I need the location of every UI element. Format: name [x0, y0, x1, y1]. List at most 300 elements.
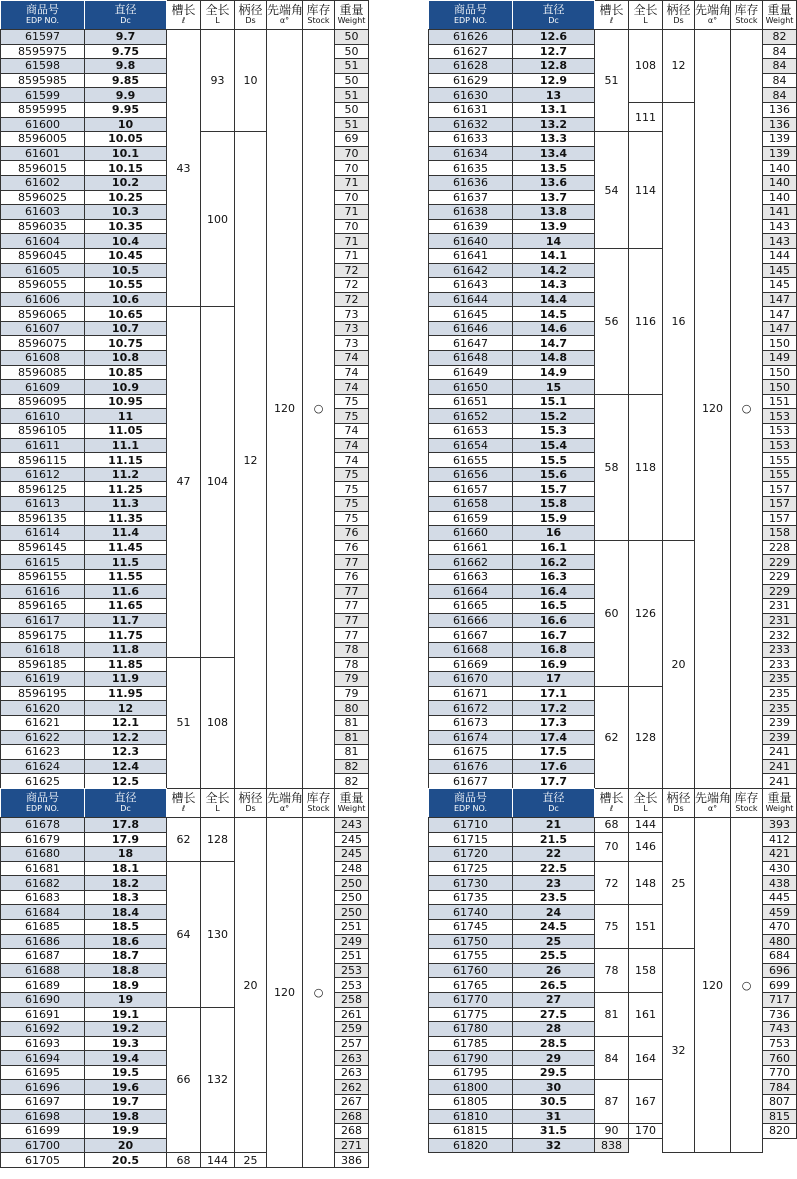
diameter: 10.1	[85, 146, 167, 161]
header-label: 重量	[767, 3, 792, 17]
header-stock	[303, 1, 335, 30]
diameter: 15.7	[513, 482, 595, 497]
weight: 77	[335, 613, 369, 628]
edp-number: 8595975	[1, 44, 85, 59]
edp-number: 61599	[1, 88, 85, 103]
edp-number: 61660	[429, 526, 513, 541]
diameter: 19.6	[85, 1080, 167, 1095]
weight: 412	[763, 832, 797, 847]
diameter: 17.6	[513, 759, 595, 774]
weight: 250	[335, 890, 369, 905]
diameter: 19.3	[85, 1036, 167, 1051]
weight: 231	[763, 599, 797, 614]
header-row	[1, 1, 369, 30]
weight: 50	[335, 30, 369, 45]
diameter: 10.35	[85, 219, 167, 234]
edp-number: 8596085	[1, 365, 85, 380]
header-sub: EDP NO.	[25, 16, 60, 25]
edp-number: 61648	[429, 351, 513, 366]
diameter: 30.5	[513, 1094, 595, 1109]
header-label: 商品号	[454, 791, 487, 804]
total-length: 108	[201, 657, 235, 788]
edp-number: 8596135	[1, 511, 85, 526]
diameter: 14	[513, 234, 595, 249]
edp-number: 61765	[429, 978, 513, 993]
header-stock	[731, 1, 763, 30]
weight: 71	[335, 205, 369, 220]
weight: 151	[763, 394, 797, 409]
edp-number: 61655	[429, 453, 513, 468]
weight: 136	[763, 117, 797, 132]
edp-number: 61689	[1, 978, 85, 993]
diameter: 10.75	[85, 336, 167, 351]
diameter: 21.5	[513, 832, 595, 847]
edp-number: 61641	[429, 248, 513, 263]
header-sub: α°	[279, 16, 290, 25]
header-label: 商品号	[26, 3, 59, 16]
weight: 82	[763, 30, 797, 45]
diameter: 19.1	[85, 1007, 167, 1022]
diameter: 18.4	[85, 905, 167, 920]
edp-number: 61659	[429, 511, 513, 526]
header-weight	[763, 1, 797, 30]
diameter: 11.8	[85, 642, 167, 657]
edp-number: 61635	[429, 161, 513, 176]
weight: 51	[335, 88, 369, 103]
edp-number: 61617	[1, 613, 85, 628]
edp-number: 61676	[429, 759, 513, 774]
header-label: 商品号	[454, 3, 487, 16]
diameter: 18.1	[85, 861, 167, 876]
edp-number: 61678	[1, 818, 85, 833]
edp-number: 61661	[429, 540, 513, 555]
edp-number: 61770	[429, 992, 513, 1007]
diameter: 11.85	[85, 657, 167, 672]
edp-number: 61671	[429, 686, 513, 701]
flute-length: 62	[167, 818, 201, 862]
edp-number: 61665	[429, 599, 513, 614]
weight: 143	[763, 219, 797, 234]
header-sub: ℓ	[609, 804, 614, 813]
weight: 75	[335, 409, 369, 424]
weight: 51	[335, 117, 369, 132]
weight: 150	[763, 380, 797, 395]
stock-mark: ○	[303, 30, 335, 789]
header-sub: Ds	[673, 16, 684, 25]
header-sub: Weight	[765, 16, 794, 25]
header-label: 柄径	[666, 791, 691, 805]
flute-length: 64	[167, 861, 201, 1007]
weight: 79	[335, 672, 369, 687]
total-length: 111	[629, 102, 663, 131]
header-sub: Weight	[337, 804, 366, 813]
weight: 261	[335, 1007, 369, 1022]
weight: 74	[335, 424, 369, 439]
flute-length: 68	[595, 818, 629, 833]
weight: 760	[763, 1051, 797, 1066]
weight: 72	[335, 278, 369, 293]
header-sub: Dc	[548, 804, 559, 813]
total-length: 167	[629, 1080, 663, 1124]
diameter: 12.2	[85, 730, 167, 745]
edp-number: 61669	[429, 657, 513, 672]
weight: 784	[763, 1080, 797, 1095]
header-shank	[235, 1, 267, 30]
total-length: 130	[201, 861, 235, 1007]
header-label: 全长	[205, 791, 230, 805]
weight: 459	[763, 905, 797, 920]
weight: 153	[763, 424, 797, 439]
weight: 73	[335, 321, 369, 336]
spec-table	[0, 788, 369, 1168]
diameter: 10.15	[85, 161, 167, 176]
edp-number: 61750	[429, 934, 513, 949]
weight: 74	[335, 438, 369, 453]
edp-number: 8596145	[1, 540, 85, 555]
weight: 139	[763, 146, 797, 161]
header-sub: Ds	[245, 804, 256, 813]
header-row	[429, 789, 797, 818]
diameter: 10.5	[85, 263, 167, 278]
weight: 140	[763, 190, 797, 205]
weight: 50	[335, 102, 369, 117]
edp-number: 61610	[1, 409, 85, 424]
diameter: 12	[85, 701, 167, 716]
edp-number: 61624	[1, 759, 85, 774]
diameter: 18.2	[85, 876, 167, 891]
weight: 262	[335, 1080, 369, 1095]
edp-number: 8596165	[1, 599, 85, 614]
header-sub: α°	[707, 804, 718, 813]
edp-number: 61692	[1, 1022, 85, 1037]
header-label: 库存	[306, 3, 331, 17]
weight: 76	[335, 540, 369, 555]
header-shank	[663, 1, 695, 30]
diameter: 27.5	[513, 1007, 595, 1022]
edp-number: 61685	[1, 920, 85, 935]
diameter: 18.9	[85, 978, 167, 993]
weight: 235	[763, 686, 797, 701]
weight: 158	[763, 526, 797, 541]
weight: 76	[335, 526, 369, 541]
header-sub: Stock	[735, 804, 758, 813]
header-edp	[429, 789, 513, 818]
edp-number: 61622	[1, 730, 85, 745]
edp-number: 61684	[1, 905, 85, 920]
weight: 430	[763, 861, 797, 876]
header-weight	[335, 789, 369, 818]
edp-number: 61720	[429, 847, 513, 862]
edp-number: 61687	[1, 949, 85, 964]
diameter: 11.65	[85, 599, 167, 614]
edp-number: 61790	[429, 1051, 513, 1066]
diameter: 10.2	[85, 175, 167, 190]
diameter: 15.3	[513, 424, 595, 439]
weight: 145	[763, 263, 797, 278]
header-sub: Stock	[735, 16, 758, 25]
diameter: 32	[513, 1138, 595, 1153]
weight: 233	[763, 642, 797, 657]
weight: 150	[763, 365, 797, 380]
edp-number: 61682	[1, 876, 85, 891]
weight: 147	[763, 307, 797, 322]
diameter: 16.2	[513, 555, 595, 570]
weight: 267	[335, 1094, 369, 1109]
edp-number: 61699	[1, 1124, 85, 1139]
weight: 770	[763, 1065, 797, 1080]
header-angle	[695, 1, 731, 30]
total-length: 118	[629, 394, 663, 540]
diameter: 11.7	[85, 613, 167, 628]
header-sub: ℓ	[181, 16, 186, 25]
weight: 147	[763, 292, 797, 307]
diameter: 27	[513, 992, 595, 1007]
edp-number: 61629	[429, 73, 513, 88]
edp-number: 8596065	[1, 307, 85, 322]
diameter: 19.4	[85, 1051, 167, 1066]
diameter: 10.85	[85, 365, 167, 380]
weight: 147	[763, 321, 797, 336]
diameter: 11.2	[85, 467, 167, 482]
diameter: 16.3	[513, 569, 595, 584]
edp-number: 61679	[1, 832, 85, 847]
weight: 245	[335, 832, 369, 847]
edp-number: 61688	[1, 963, 85, 978]
diameter: 29	[513, 1051, 595, 1066]
total-length: 126	[629, 540, 663, 686]
header-total	[629, 1, 663, 30]
diameter: 17.2	[513, 701, 595, 716]
weight: 72	[335, 263, 369, 278]
header-dc	[513, 1, 595, 30]
diameter: 18	[85, 847, 167, 862]
header-sub: EDP NO.	[453, 16, 488, 25]
diameter: 14.9	[513, 365, 595, 380]
diameter: 10.8	[85, 351, 167, 366]
header-sub: Ds	[673, 804, 684, 813]
weight: 235	[763, 701, 797, 716]
diameter: 10.55	[85, 278, 167, 293]
total-length: 161	[629, 992, 663, 1036]
weight: 820	[763, 1124, 797, 1139]
diameter: 11.95	[85, 686, 167, 701]
weight: 70	[335, 161, 369, 176]
diameter: 16.6	[513, 613, 595, 628]
diameter: 9.7	[85, 30, 167, 45]
weight: 81	[335, 730, 369, 745]
edp-number: 61795	[429, 1065, 513, 1080]
edp-number: 61651	[429, 394, 513, 409]
edp-number: 61620	[1, 701, 85, 716]
diameter: 13	[513, 88, 595, 103]
edp-number: 61775	[429, 1007, 513, 1022]
header-sub: EDP NO.	[453, 804, 488, 813]
diameter: 10.25	[85, 190, 167, 205]
total-length: 93	[201, 30, 235, 132]
edp-number: 61730	[429, 876, 513, 891]
diameter: 9.8	[85, 59, 167, 74]
header-total	[201, 789, 235, 818]
diameter: 16.4	[513, 584, 595, 599]
diameter: 10.4	[85, 234, 167, 249]
shank-diameter: 32	[663, 949, 695, 1153]
diameter: 19.7	[85, 1094, 167, 1109]
diameter: 28.5	[513, 1036, 595, 1051]
header-total	[201, 1, 235, 30]
weight: 268	[335, 1124, 369, 1139]
edp-number: 61656	[429, 467, 513, 482]
diameter: 10.7	[85, 321, 167, 336]
edp-number: 61631	[429, 102, 513, 117]
header-edp	[429, 1, 513, 30]
weight: 81	[335, 715, 369, 730]
weight: 239	[763, 715, 797, 730]
diameter: 12.8	[513, 59, 595, 74]
total-length: 164	[629, 1036, 663, 1080]
header-sub: Stock	[307, 804, 330, 813]
header-label: 先端角	[695, 3, 732, 17]
edp-number: 61642	[429, 263, 513, 278]
weight: 258	[335, 992, 369, 1007]
edp-number: 8596015	[1, 161, 85, 176]
edp-number: 61680	[1, 847, 85, 862]
diameter: 18.8	[85, 963, 167, 978]
weight: 84	[763, 44, 797, 59]
diameter: 14.3	[513, 278, 595, 293]
weight: 149	[763, 351, 797, 366]
diameter: 11.9	[85, 672, 167, 687]
edp-number: 61690	[1, 992, 85, 1007]
header-label: 柄径	[666, 3, 691, 17]
header-total	[629, 789, 663, 818]
weight: 480	[763, 934, 797, 949]
diameter: 14.8	[513, 351, 595, 366]
weight: 229	[763, 584, 797, 599]
diameter: 14.7	[513, 336, 595, 351]
edp-number: 61609	[1, 380, 85, 395]
stock-mark: ○	[731, 818, 763, 1153]
weight: 232	[763, 628, 797, 643]
diameter: 11.1	[85, 438, 167, 453]
total-length: 128	[201, 818, 235, 862]
weight: 241	[763, 759, 797, 774]
edp-number: 61820	[429, 1138, 513, 1153]
diameter: 11.15	[85, 453, 167, 468]
table-row	[429, 818, 797, 833]
edp-number: 61614	[1, 526, 85, 541]
header-edp	[1, 1, 85, 30]
diameter: 16.1	[513, 540, 595, 555]
shank-diameter: 10	[235, 30, 267, 132]
diameter: 24	[513, 905, 595, 920]
header-angle	[695, 789, 731, 818]
header-sub: α°	[279, 804, 290, 813]
edp-number: 61695	[1, 1065, 85, 1080]
diameter: 15.8	[513, 497, 595, 512]
diameter: 15.5	[513, 453, 595, 468]
edp-number: 8596125	[1, 482, 85, 497]
diameter: 17	[513, 672, 595, 687]
edp-number: 8596155	[1, 569, 85, 584]
weight: 235	[763, 672, 797, 687]
edp-number: 61662	[429, 555, 513, 570]
diameter: 21	[513, 818, 595, 833]
header-weight	[763, 789, 797, 818]
edp-number: 61725	[429, 861, 513, 876]
stock-mark: ○	[303, 818, 335, 1168]
diameter: 17.7	[513, 774, 595, 789]
header-angle	[267, 789, 303, 818]
header-sub: ℓ	[181, 804, 186, 813]
shank-diameter: 20	[235, 818, 267, 1153]
edp-number: 8596185	[1, 657, 85, 672]
header-shank	[235, 789, 267, 818]
edp-number: 61694	[1, 1051, 85, 1066]
edp-number: 61643	[429, 278, 513, 293]
edp-number: 61675	[429, 745, 513, 760]
weight: 838	[595, 1138, 629, 1153]
header-sub: Ds	[245, 16, 256, 25]
total-length: 116	[629, 248, 663, 394]
edp-number: 61616	[1, 584, 85, 599]
weight: 445	[763, 890, 797, 905]
header-angle	[267, 1, 303, 30]
diameter: 15.6	[513, 467, 595, 482]
header-label: 直径	[542, 791, 565, 804]
header-label: 槽长	[171, 791, 196, 805]
header-sub: L	[215, 804, 220, 813]
point-angle: 120	[267, 30, 303, 789]
spec-table	[0, 0, 369, 789]
edp-number: 8596035	[1, 219, 85, 234]
diameter: 31	[513, 1109, 595, 1124]
edp-number: 61668	[429, 642, 513, 657]
edp-number: 61673	[429, 715, 513, 730]
diameter: 15.1	[513, 394, 595, 409]
weight: 72	[335, 292, 369, 307]
diameter: 18.3	[85, 890, 167, 905]
diameter: 17.4	[513, 730, 595, 745]
table-row	[1, 30, 369, 45]
edp-number: 61681	[1, 861, 85, 876]
edp-number: 61780	[429, 1022, 513, 1037]
weight: 79	[335, 686, 369, 701]
weight: 684	[763, 949, 797, 964]
weight: 70	[335, 190, 369, 205]
spec-table	[428, 0, 797, 789]
header-flute	[595, 1, 629, 30]
edp-number: 61658	[429, 497, 513, 512]
edp-number: 61700	[1, 1138, 85, 1153]
diameter: 11.25	[85, 482, 167, 497]
total-length: 100	[201, 132, 235, 307]
spec-table	[428, 788, 797, 1153]
header-label: 柄径	[238, 3, 263, 17]
diameter: 13.8	[513, 205, 595, 220]
diameter: 9.9	[85, 88, 167, 103]
diameter: 24.5	[513, 920, 595, 935]
header-label: 槽长	[599, 791, 624, 805]
total-length: 108	[629, 30, 663, 103]
weight: 75	[335, 511, 369, 526]
weight: 82	[335, 774, 369, 789]
weight: 145	[763, 278, 797, 293]
weight: 250	[335, 876, 369, 891]
diameter: 10.9	[85, 380, 167, 395]
total-length: 170	[629, 1124, 663, 1139]
edp-number: 61664	[429, 584, 513, 599]
edp-number: 61628	[429, 59, 513, 74]
